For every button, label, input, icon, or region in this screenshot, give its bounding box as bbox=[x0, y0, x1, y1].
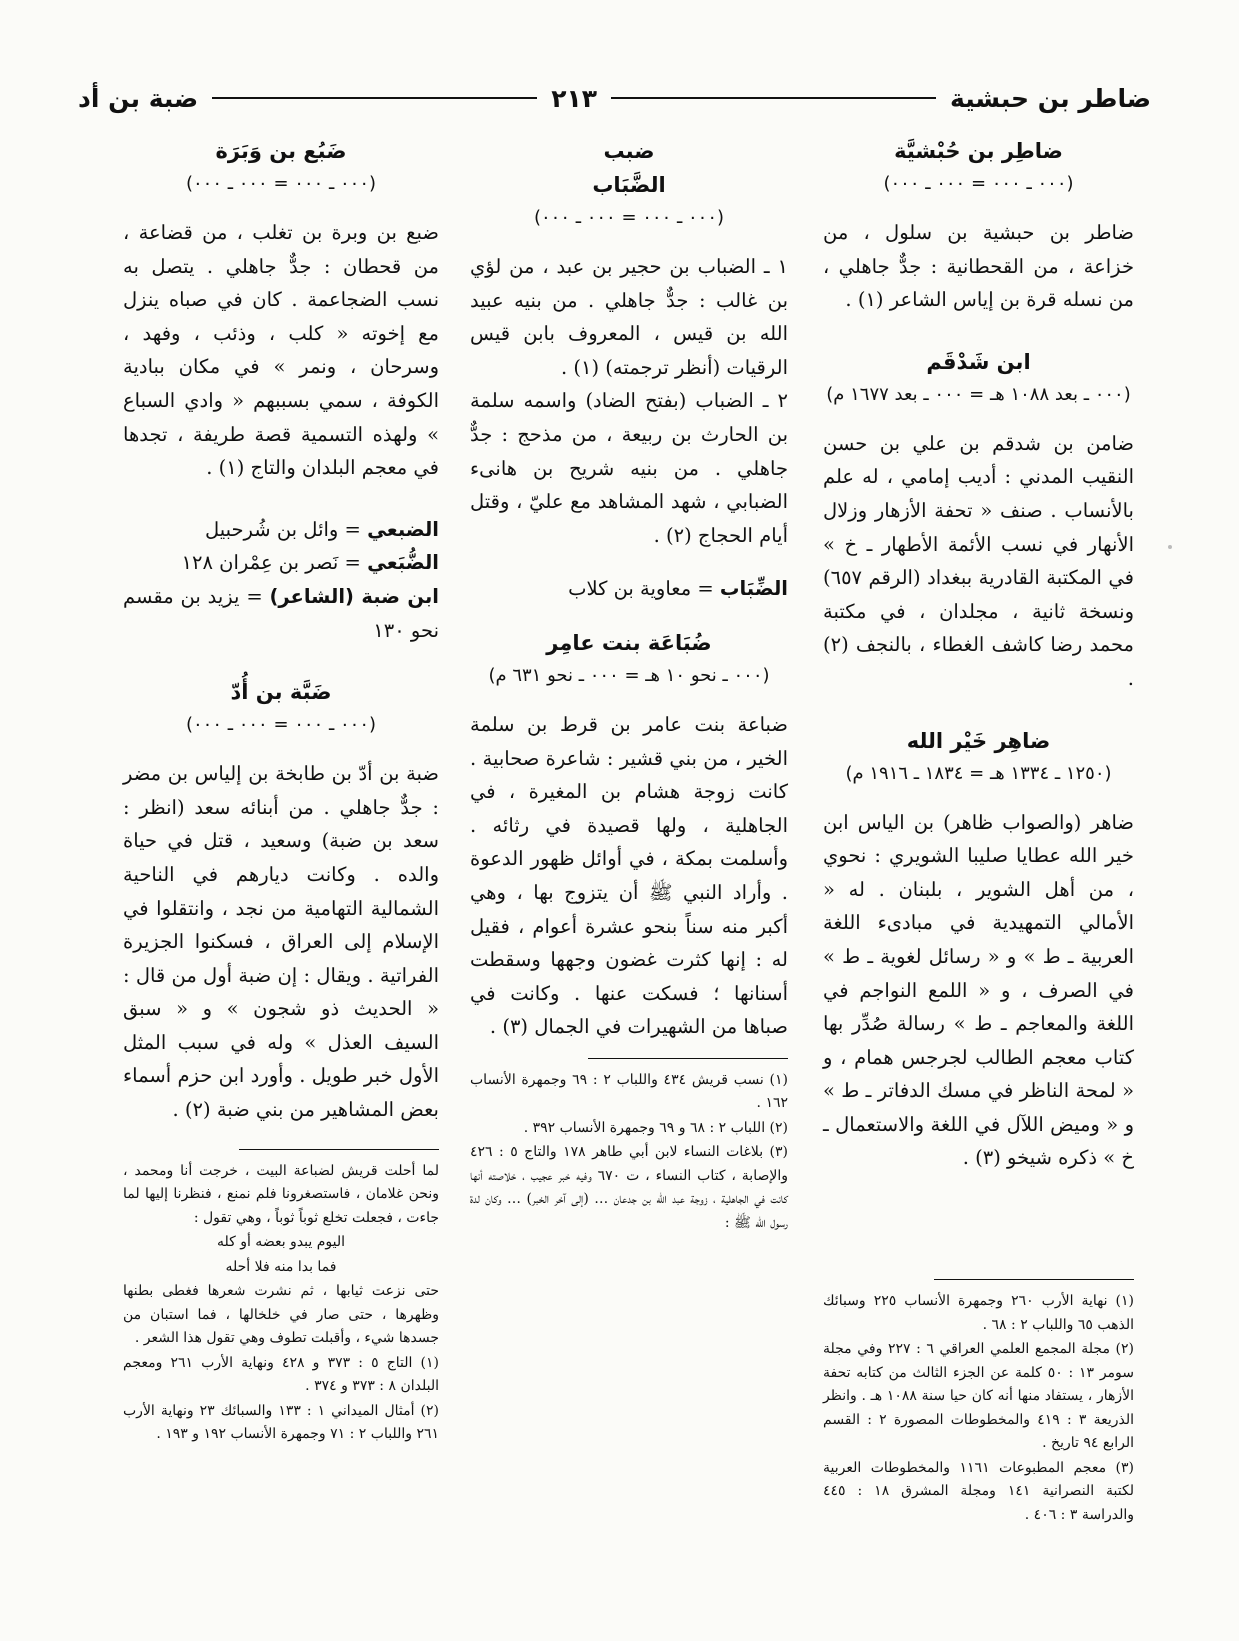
footnotes bbox=[123, 1160, 439, 1447]
footnotes bbox=[823, 1290, 1134, 1527]
entry-text: ضاهر (والصواب ظاهر) بن الياس ابن خير الله عطايا صليبا الشويري : نحوي ، من أهل الشوير ، بلبنان . له « الأمالي التمهيدية في مبادىء اللغة العربية ـ ط » و « رسائل لغوية ـ ط » في الصرف ، و « اللمع النواجم في اللغة والمعاجم ـ ط » رسالة صُدِّر بها كتاب معجم الطالب لجرجس همام ، و « لمحة الناظر في مسك الدفاتر ـ ط » و « وميض اللآل في اللغة والاستعمال ـ خ » ذكره شيخو (٣) . bbox=[823, 810, 1134, 1170]
entry-dates: (٠٠٠ ـ ٠٠٠ = ٠٠٠ ـ ٠٠٠) bbox=[533, 207, 725, 228]
cross-reference bbox=[123, 580, 439, 647]
footnote: (٣) معجم المطبوعات ١١٦١ والمخطوطات العربية لكتبة النصرانية ١٤١ ومجلة المشرق ١٨ : ٤٤٥ والدراسة ٣ : ٤٠٦ . bbox=[823, 1459, 1134, 1523]
entry-title: ضاهِر خَيْر الله bbox=[906, 728, 1051, 753]
column-right bbox=[823, 134, 1134, 1528]
cross-reference bbox=[123, 513, 439, 547]
verse-line: فما بدا منه فلا أحله bbox=[225, 1258, 337, 1275]
ref-term: الضِّبَاب bbox=[719, 577, 788, 601]
cross-reference bbox=[470, 572, 788, 606]
ref-target: = نَصر بن عِمْران ١٢٨ bbox=[181, 551, 368, 575]
footnote: (٢) أمثال الميداني ١ : ١٣٣ والسبائك ٢٣ ونهاية الأرب ٢٦١ واللباب ٢ : ٧١ وجمهرة الأنساب ١٩٢ و ١٩٣ . bbox=[123, 1402, 439, 1443]
footnote: (٢) اللباب ٢ : ٦٨ و ٦٩ وجمهرة الأنساب ٣٩٢ . bbox=[523, 1119, 788, 1136]
entry-text: ٢ ـ الضباب (بفتح الضاد) واسمه سلمة بن الحارث بن ربيعة ، من مذحج : جدٌّ جاهلي . من بنيه شريح بن هانىء الضبابي ، شهد المشاهد مع عليّ ، وقتل أيام الحجاج (٢) . bbox=[470, 389, 788, 547]
footnote: (٢) مجلة المجمع العلمي العراقي ٦ : ٢٢٧ وفي مجلة سومر ١٣ : ٥٠ كلمة عن الجزء الثالث من كتابه تحفة الأزهار ، يستفاد منها أنه كان حيا سنة ١٠٨٨ هـ . وانظر الذريعة ٣ : ٤١٩ والمخطوطات المصورة ٢ : القسم الرابع ٩٤ تاريخ . bbox=[823, 1341, 1135, 1452]
footnote-rule bbox=[239, 1149, 439, 1150]
column-middle bbox=[470, 134, 788, 1236]
entry-text: ضباعة بنت عامر بن قرط بن سلمة الخير ، من بني قشير : شاعرة صحابية . كانت زوجة هشام بن المغيرة ، في الجاهلية ، ولها قصيدة في رثائه . وأسلمت بمكة ، في أوائل ظهور الدعوة . وأراد النبي ﷺ أن يتزوج بها ، وهي أكبر منه سناً بنحو عشرة أعوام ، فقيل له : إنها كثرت غضون وجهها وسقطت أسنانها ؛ فسكت عنها . وكانت في صباها من الشهيرات في الجمال (٣) . bbox=[470, 712, 788, 1039]
entry-text: ضبع بن وبرة بن تغلب ، من قضاعة ، من قحطان : جدٌّ جاهلي . يتصل به نسب الضجاعمة . كان في صباه ينزل مع إخوته « كلب ، وذئب ، وفهد ، وسرحان ، ونمر » في مكان ببادية الكوفة ، سمي بسببهم « وادي السباع » ولهذه التسمية قصة طريفة ، تجدها في معجم البلدان والتاج (١) . bbox=[123, 221, 439, 480]
entry-dates: (١٢٥٠ ـ ١٣٣٤ هـ = ١٨٣٤ ـ ١٩١٦ م) bbox=[845, 762, 1112, 784]
footnote-rule bbox=[588, 1058, 788, 1059]
entry-text: ١ ـ الضباب بن حجير بن عبد ، من لؤي بن غالب : جدٌّ جاهلي . من بنيه عبيد الله بن قيس ، المعروف بابن قيس الرقيات (أنظر ترجمته) (١) . bbox=[470, 255, 788, 379]
entry-title: ضَبُع بن وَبَرَة bbox=[215, 139, 347, 163]
header-rule bbox=[611, 97, 936, 99]
entry-dates: (٠٠٠ ـ ٠٠٠ = ٠٠٠ ـ ٠٠٠) bbox=[185, 173, 377, 194]
ref-term: ابن ضبة (الشاعر) bbox=[269, 584, 439, 608]
entry-title: ضَبَّة بن أُدّ bbox=[230, 680, 332, 705]
page-header bbox=[78, 78, 1151, 118]
running-title-right: ضاطر بن حبشية bbox=[950, 83, 1151, 113]
footnote: (٣) بلاغات النساء لابن أبي طاهر ١٧٨ والتاج ٥ : ٤٢٦ والإصابة ، كتاب النساء ، ت ٦٧٠ وفيه خبر عجيب ، خلاصته أنها كانت في الجاهلية ، زوجة عبد الله بن جدعان … (إلى آخر الخبر) … وكان لدة رسول الله ﷺ : bbox=[470, 1144, 789, 1231]
entry-dates: (٠٠٠ ـ نحو ١٠ هـ = ٠٠٠ ـ نحو ٦٣١ م) bbox=[488, 664, 770, 686]
paper-speck bbox=[1168, 545, 1172, 549]
entry-title: ضُبَاعَة بنت عامِر bbox=[546, 630, 712, 655]
entry-dates: (٠٠٠ ـ ٠٠٠ = ٠٠٠ ـ ٠٠٠) bbox=[883, 173, 1074, 194]
column-left bbox=[123, 134, 439, 1448]
entry-text: ضبة بن أدّ بن طابخة بن إلياس بن مضر : جدٌّ جاهلي . من أبنائه سعد (انظر : سعد بن ضبة) وسعيد ، قتل في حياة والده . وكانت ديارهم في الناحية الشمالية التهامية من نجد ، وانتقلوا في الإسلام إلى العراق ، فسكنوا الجزيرة الفراتية . ويقال : إن ضبة أول من قال : « الحديث ذو شجون » و « سبق السيف العذل » وله في سبب المثل الأول خبر طويل . وأورد ابن حزم أسماء بعض المشاهير من بني ضبة (٢) . bbox=[123, 762, 439, 1122]
entry-text: ضاطر بن حبشية بن سلول ، من خزاعة ، من القحطانية : جدٌّ جاهلي ، من نسله قرة بن إياس الشاعر (١) . bbox=[823, 221, 1134, 312]
cross-reference bbox=[123, 546, 439, 580]
footnote-continuation: حتى نزعت ثيابها ، ثم نشرت شعرها فغطى بطنها وظهرها ، حتى صار في خلخالها ، فما استبان من جسدها شيء ، وأقبلت تطوف وهي تقول هذا الشعر . bbox=[123, 1283, 439, 1347]
page-number: ٢١٣ bbox=[551, 83, 598, 113]
footnote: (١) نهاية الأرب ٢٦٠ وجمهرة الأنساب ٢٢٥ وسبائك الذهب ٦٥ واللباب ٢ : ٦٨ . bbox=[823, 1293, 1134, 1333]
entry-text: ضامن بن شدقم بن علي بن حسن النقيب المدني : أديب إمامي ، له علم بالأنساب . صنف « تحفة الأزهار وزلال الأنهار في نسب الأئمة الأطهار ـ خ » في المكتبة القادرية ببغداد (الرقم ٦٥٧) ونسخة ثانية ، مجلدان ، في مكتبة محمد رضا كاشف الغطاء ، بالنجف (٢) . bbox=[823, 431, 1134, 690]
footnotes bbox=[470, 1069, 788, 1236]
running-title-left: ضبة بن أد bbox=[78, 83, 199, 113]
footnote: (١) التاج ٥ : ٣٧٣ و ٤٢٨ ونهاية الأرب ٢٦١ ومعجم البلدان ٨ : ٣٧٣ و ٣٧٤ . bbox=[123, 1354, 439, 1395]
ref-target: = يزيد بن مقسم نحو ١٣٠ bbox=[123, 584, 439, 642]
ref-term: الضبعي bbox=[367, 517, 439, 541]
entry-title: الضَّبَاب bbox=[592, 173, 666, 197]
footnote-continuation: لما أحلت قريش لضباعة البيت ، خرجت أنا ومحمد ، ونحن غلامان ، فاستصغرونا فلم نمنع ، فنظرنا إليها لما جاءت ، فجعلت تخلع ثوباً ثوباً ، وهي تقول : bbox=[123, 1162, 439, 1226]
verse-line: اليوم يبدو بعضه أو كله bbox=[216, 1234, 346, 1251]
entry-dates: (٠٠٠ ـ ٠٠٠ = ٠٠٠ ـ ٠٠٠) bbox=[185, 714, 377, 736]
ref-target: = معاوية بن كلاب bbox=[568, 577, 720, 601]
footnote: (١) نسب قريش ٤٣٤ واللباب ٢ : ٦٩ وجمهرة الأنساب ١٦٢ . bbox=[470, 1071, 789, 1112]
ref-term: الضُّبَعي bbox=[367, 551, 439, 575]
root-heading: ضبب bbox=[603, 139, 655, 163]
footnote-rule bbox=[934, 1279, 1134, 1280]
entry-title: ضاطِر بن حُبْشيَّة bbox=[894, 139, 1063, 163]
ref-target: = وائل بن شُرحبيل bbox=[204, 517, 368, 541]
entry-dates: (٠٠٠ ـ بعد ١٠٨٨ هـ = ٠٠٠ ـ بعد ١٦٧٧ م) bbox=[826, 383, 1131, 405]
header-rule bbox=[212, 97, 537, 99]
entry-title: ابن شَدْقَم bbox=[926, 349, 1031, 374]
